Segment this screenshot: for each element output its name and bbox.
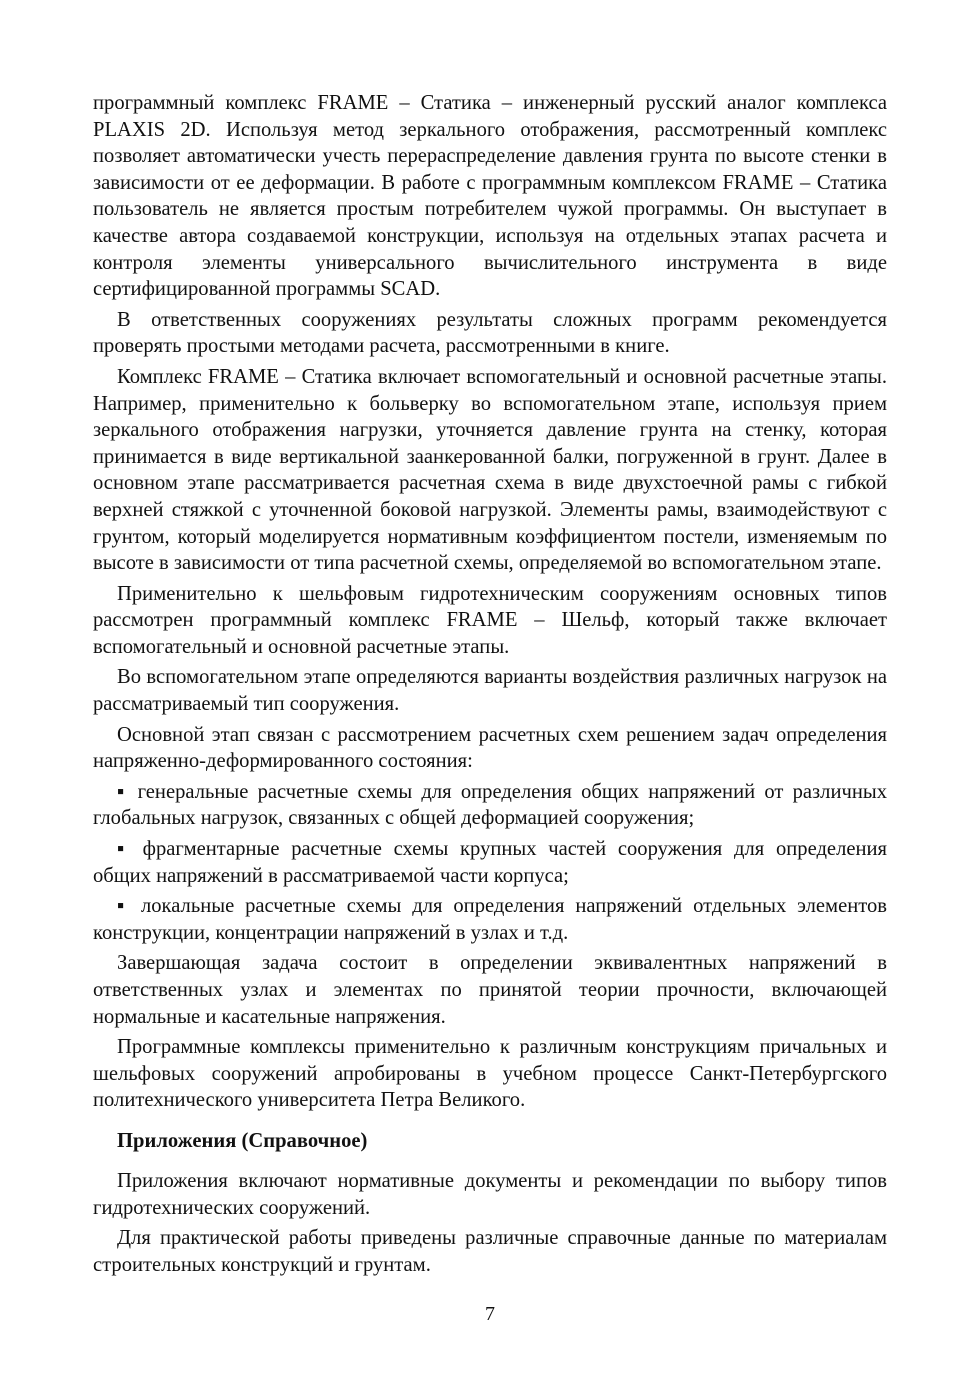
page-body: [93, 90, 887, 1282]
paragraph-auxiliary-stage: Во вспомогательном этапе определяются варианты воздействия различных нагрузок на рассматриваемый тип сооружения.: [93, 666, 887, 716]
paragraph-reference-data: Для практической работы приведены различные справочные данные по материалам строительных конструкций и грунтам.: [93, 1227, 887, 1276]
paragraph-frame-shelf: Применительно к шельфовым гидротехническим сооружениям основных типов рассмотрен программный комплекс FRAME – Шельф, который также включает вспомогательный и основной расчетные этапы.: [93, 582, 887, 658]
list-item-local-schemes: ▪ локальные расчетные схемы для определения напряжений отдельных элементов конструкции, концентрации напряжений в узлах и т.д.: [93, 895, 887, 944]
paragraph-frame-statika-intro: программный комплекс FRAME – Статика – инженерный русский аналог комплекса PLAXIS 2D. Используя метод зеркального отображения, рассмотренный комплекс позволяет автоматически учесть перераспределение давления грунта по высоте стенки в зависимости от ее деформации. В работе с программным комплексом FRAME – Статика пользователь не является простым потребителем чужой программы. Он выступает в качестве автора создаваемой конструкции, используя на отдельных этапах расчета и контроля элементы универсального вычислительного инструмента в виде сертифицированной программы SCAD.: [93, 92, 887, 301]
list-item-general-schemes: ▪ генеральные расчетные схемы для определения общих напряжений от различных глобальных нагрузок, связанных с общей деформацией сооружения;: [93, 780, 887, 830]
paragraph-education: Программные комплексы применительно к различным конструкциям причальных и шельфовых сооружений апробированы в учебном процессе Санкт-Петербургского политехнического университета Петра Великого.: [93, 1036, 887, 1112]
list-item-fragment-schemes: ▪ фрагментарные расчетные схемы крупных частей сооружения для определения общих напряжений в рассматриваемой части корпуса;: [93, 838, 887, 887]
section-title-appendices: Приложения (Справочное): [117, 1129, 368, 1152]
paragraph-final-task: Завершающая задача состоит в определении эквивалентных напряжений в ответственных узлах и элементах по принятой теории прочности, включающей нормальные и касательные напряжения.: [93, 952, 887, 1028]
paragraph-appendices-contents: Приложения включают нормативные документы и рекомендации по выбору типов гидротехнических сооружений.: [93, 1169, 887, 1219]
paragraph-main-stage: Основной этап связан с рассмотрением расчетных схем решением задач определения напряженно-деформированного состояния:: [93, 723, 887, 773]
paragraph-verification: В ответственных сооружениях результаты сложных программ рекомендуется проверять простыми методами расчета, рассмотренными в книге.: [93, 308, 887, 358]
paragraph-frame-statika-stages: Комплекс FRAME – Статика включает вспомогательный и основной расчетные этапы. Например, применительно к больверку во вспомогательном этапе, используя прием зеркального отображения нагрузки, уточняется давление грунта на стенку, которая принимается в виде вертикальной заанкерованной балки, погруженной в грунт. Далее в основном этапе рассматривается расчетная схема в виде двухстоечной рамы с гибкой верхней стяжкой с уточненной боковой нагрузкой. Элементы рамы, взаимодействуют с грунтом, который моделируется нормативным коэффициентом постели, изменяемым по высоте в зависимости от типа расчетной схемы, определяемой во вспомогательном этапе.: [93, 365, 887, 575]
page-number: 7: [485, 1303, 495, 1325]
